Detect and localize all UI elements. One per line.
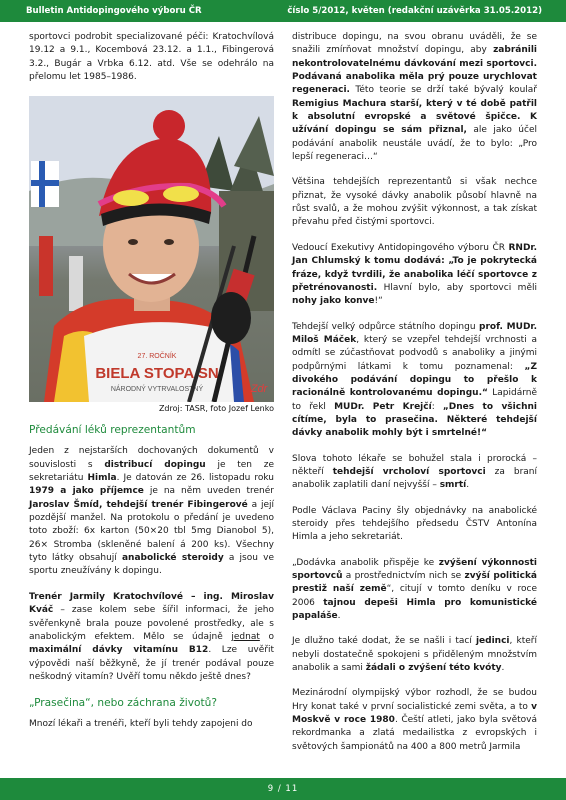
athlete-photo	[29, 96, 274, 402]
athlete-photo-illustration	[29, 96, 274, 402]
bulletin-title: Bulletin Antidopingového výboru ČR	[26, 6, 202, 16]
right-paragraph-4: Tehdejší velký odpůrce státního dopingu prof. MUDr. Miloš Máček, který se vzepřel tehdejší vrchnosti a odmítl se zúčastňovat podvodů s anaboliky a jinými podpůrnými látkami k tomu poznamenal: „Z divokého podávání dopingu to přešlo k racionálně kontrolovanému dopingu.“ Lapidárně to řekl MUDr. Petr Krejčí: „Dnes to všichni cítíme, byla to prasečina. Některé tehdejší dávky anabolik mohly být i smrtelné!“	[292, 321, 537, 439]
left-column	[29, 31, 274, 744]
page-number: 9 / 11	[267, 784, 299, 794]
right-paragraph-1: distribuce dopingu, na svou obranu uváděli, že se snažili zmírňovat množství dopingu, aby zabránili nekontrolovatelnému dávkování mezi sportovci. Podávaná anabolika měla prý pouze urychlovat regeneraci. Této teorie se drží také bývalý koulař Remigius Machura starší, který v té době patřil k absolutní evropské a světové špičce. K užívání dopingu se sám přiznal, ale jako účel podávání anabolik neustále uvádí, že to bylo: „Pro lepší regeneraci…“	[292, 32, 537, 163]
bib-sub-text: NÁRODNÝ VYTRVALOSTNÝ	[110, 386, 204, 394]
left-paragraph-2: Jeden z nejstarších dochovaných dokumentů v souvislosti s distribucí dopingu je ten ze sekretariátu Himla. Je datován ze 26. listopadu roku 1979 a jako příjemce je na něm uveden trenér Jaroslav Šmíd, tehdejší trenér Fibingerové a její pozdější manžel. Na protokolu o předání je uvedeno toto zboží: 6x karton (50×20 tbl 5mg Dianobol 5), 26× Stromba (skleněné balení á 200 ks). Všechny tyto látky obsahují anabolické steroidy a jsou ve sportu zneužívány k dopingu.	[29, 446, 274, 577]
photo-logo: Zdr	[250, 383, 268, 396]
photo-caption: Zdroj: TASR, foto Jozef Lenko	[158, 404, 274, 414]
right-paragraph-6: Podle Václava Paciny šly objednávky na anabolické steroidy přes tehdejšího předsedu ČSTV Antonína Himla a jeho sekretariát.	[292, 505, 537, 543]
right-paragraph-8: Je dlužno také dodat, že se našli i tací jedinci, kteří nebyli dostatečně spokojeni s přiděleným množstvím anabolik a sami žádali o zvýšení této kvóty.	[292, 636, 537, 674]
footer-bar	[0, 778, 566, 800]
right-paragraph-3: Vedoucí Exekutivy Antidopingového výboru ČR RNDr. Jan Chlumský k tomu dodává: „To je pokrytecká fráze, když tvrdili, že anabolika léčí sportovce z přetrénovanosti. Hlavní bylo, aby sportovci měli nohy jako konve!“	[292, 242, 537, 307]
right-paragraph-9: Mezinárodní olympijský výbor rozhodl, že se budou Hry konat také v první socialistické zemi světa, a to v Moskvě v roce 1980. Čeští atleti, jako byla světová rekordmanka a zlatá medailistka z evropských i světových šampionátů na 400 a 800 metrů Jarmila	[292, 688, 538, 752]
right-paragraph-5: Slova tohoto lékaře se bohužel stala i prorocká – někteří tehdejší vrcholoví sportovci za braní anabolik zaplatili daní nejvyšší – smrtí.	[292, 453, 538, 491]
left-paragraph-1: sportovci podrobit specializované péči: Kratochvílová 19.12 a 9.1., Kocembová 23.12. a 1.1., Fibingerová 3.2., Bugár a Vrbka 6.12. atd. Vše se odehrálo na přelomu let 1985–1986.	[29, 32, 274, 83]
bib-top-text: 27. ROČNÍK	[137, 353, 177, 361]
section-heading-transfer: Předávání léků reprezentantům	[29, 424, 196, 437]
right-paragraph-2: Většina tehdejších reprezentantů si však nechce přiznat, že vysoké dávky anabolik působí hlavně na růst svalů, a že mohou zvýšit výkonnost, a tak získat převahu před čistými sportovci.	[292, 177, 537, 228]
right-paragraph-7: „Dodávka anabolik přispěje ke zvýšení výkonnosti sportovců a prostřednictvím nich se zvýší politická prestiž naší země“, citují v tomto deníku v roce 2006 tajnou depeši Himla pro komunistické papaláše.	[292, 557, 538, 622]
section-heading-pigsty: „Prasečina“, nebo záchrana životů?	[29, 697, 217, 710]
bib-text: BIELA STOPA SN	[95, 365, 219, 383]
issue-info: číslo 5/2012, květen (redakční uzávěrka 31.05.2012)	[287, 6, 542, 16]
left-paragraph-4: Mnozí lékaři a trenéři, kteří byli tehdy zapojeni do	[29, 719, 253, 730]
header-bar	[0, 0, 566, 22]
left-paragraph-3: Trenér Jarmily Kratochvílové – ing. Miroslav Kváč – zase kolem sebe šířil informaci, že jeho svěřenkyně brala pouze povolené prostředky, ale s anabolickým efektem. Mělo se údajně jednat o maximální dávky vitamínu B12. Lze uvěřit výpovědi naší běžkyně, že jí trenér podával pouze neškodný vitamín? Uvěří tomu někdo ještě dnes?	[29, 591, 275, 682]
right-column	[292, 31, 537, 766]
